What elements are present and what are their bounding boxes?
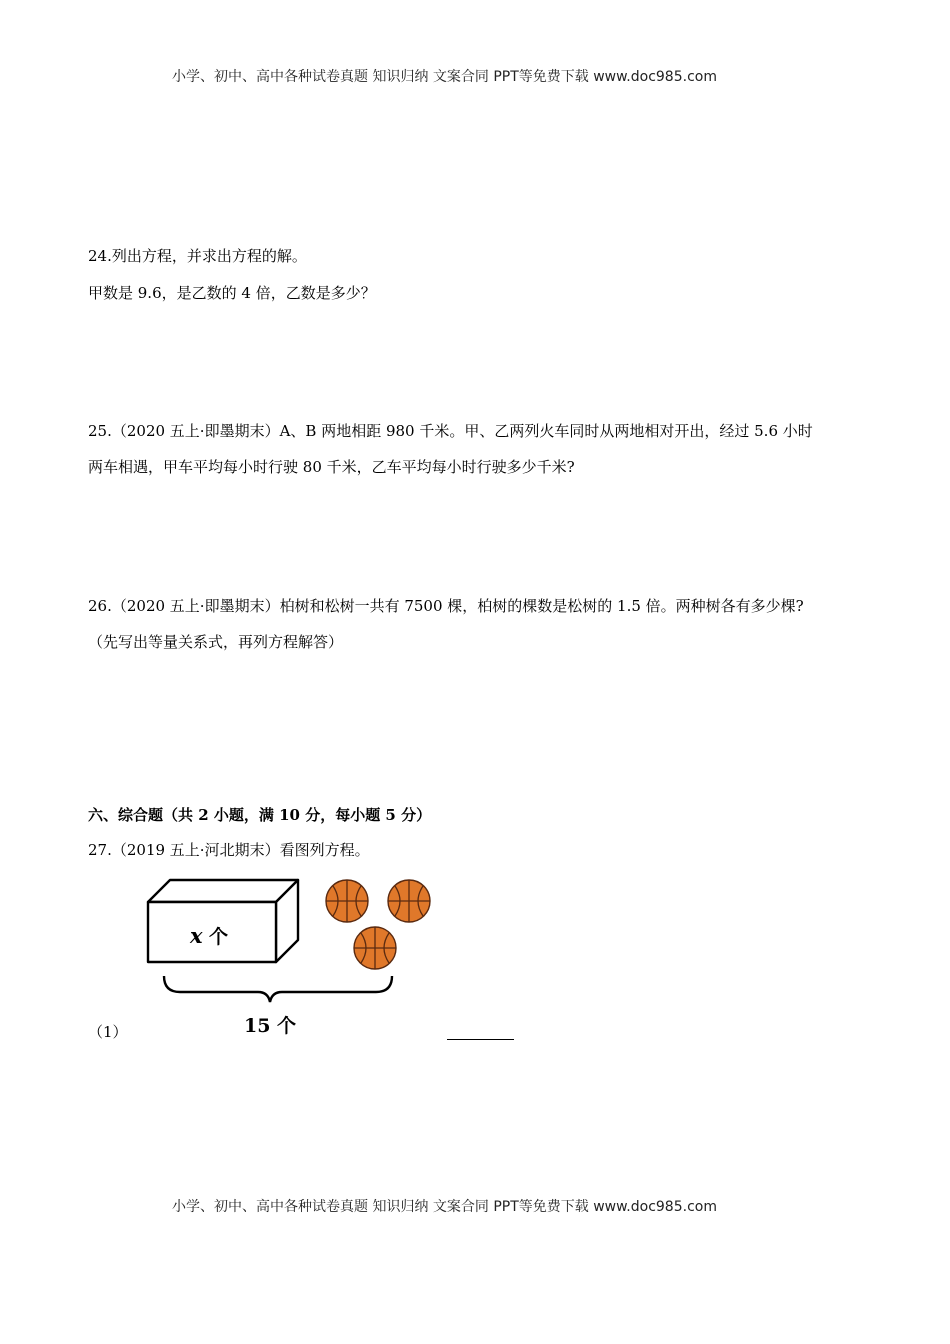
header-banner: 小学、初中、高中各种试卷真题 知识归纳 文案合同 PPT等免费下载 www.doc985.com xyxy=(172,69,717,85)
q26-line1: 26.（2020 五上·即墨期末）柏树和松树一共有 7500 棵，柏树的棵数是松树的 1.5 倍。两种树各有多少棵? xyxy=(88,597,804,615)
q24-line2: 甲数是 9.6，是乙数的 4 倍，乙数是多少？ xyxy=(88,284,376,302)
total-label: 15 个 xyxy=(244,1015,297,1037)
footer-banner: 小学、初中、高中各种试卷真题 知识归纳 文案合同 PPT等免费下载 www.doc985.com xyxy=(172,1199,717,1215)
q24-line1: 24.列出方程，并求出方程的解。 xyxy=(88,247,307,265)
section6-title: 六、综合题（共 2 小题，满 10 分，每小题 5 分） xyxy=(88,806,432,824)
brace-shape xyxy=(164,976,392,1002)
basketball-icon xyxy=(326,880,368,922)
basketball-icon xyxy=(354,927,396,969)
box-unit-label: 个 xyxy=(209,926,229,948)
q25-line2: 两车相遇，甲车平均每小时行驶 80 千米，乙车平均每小时行驶多少千米? xyxy=(88,458,575,476)
box-shape xyxy=(148,880,298,962)
box-var-label: x xyxy=(190,923,203,948)
basketball-icon xyxy=(388,880,430,922)
answer-blank[interactable] xyxy=(447,1039,514,1040)
q26-line2: （先写出等量关系式，再列方程解答） xyxy=(88,633,344,651)
q27-line1: 27.（2019 五上·河北期末）看图列方程。 xyxy=(88,841,370,859)
q25-line1: 25.（2020 五上·即墨期末）A、B 两地相距 980 千米。甲、乙两列火车同时从两地相对开出，经过 5.6 小时 xyxy=(88,422,813,440)
q27-sub1-label: （1） xyxy=(88,1023,128,1041)
q27-figure xyxy=(140,872,440,1042)
